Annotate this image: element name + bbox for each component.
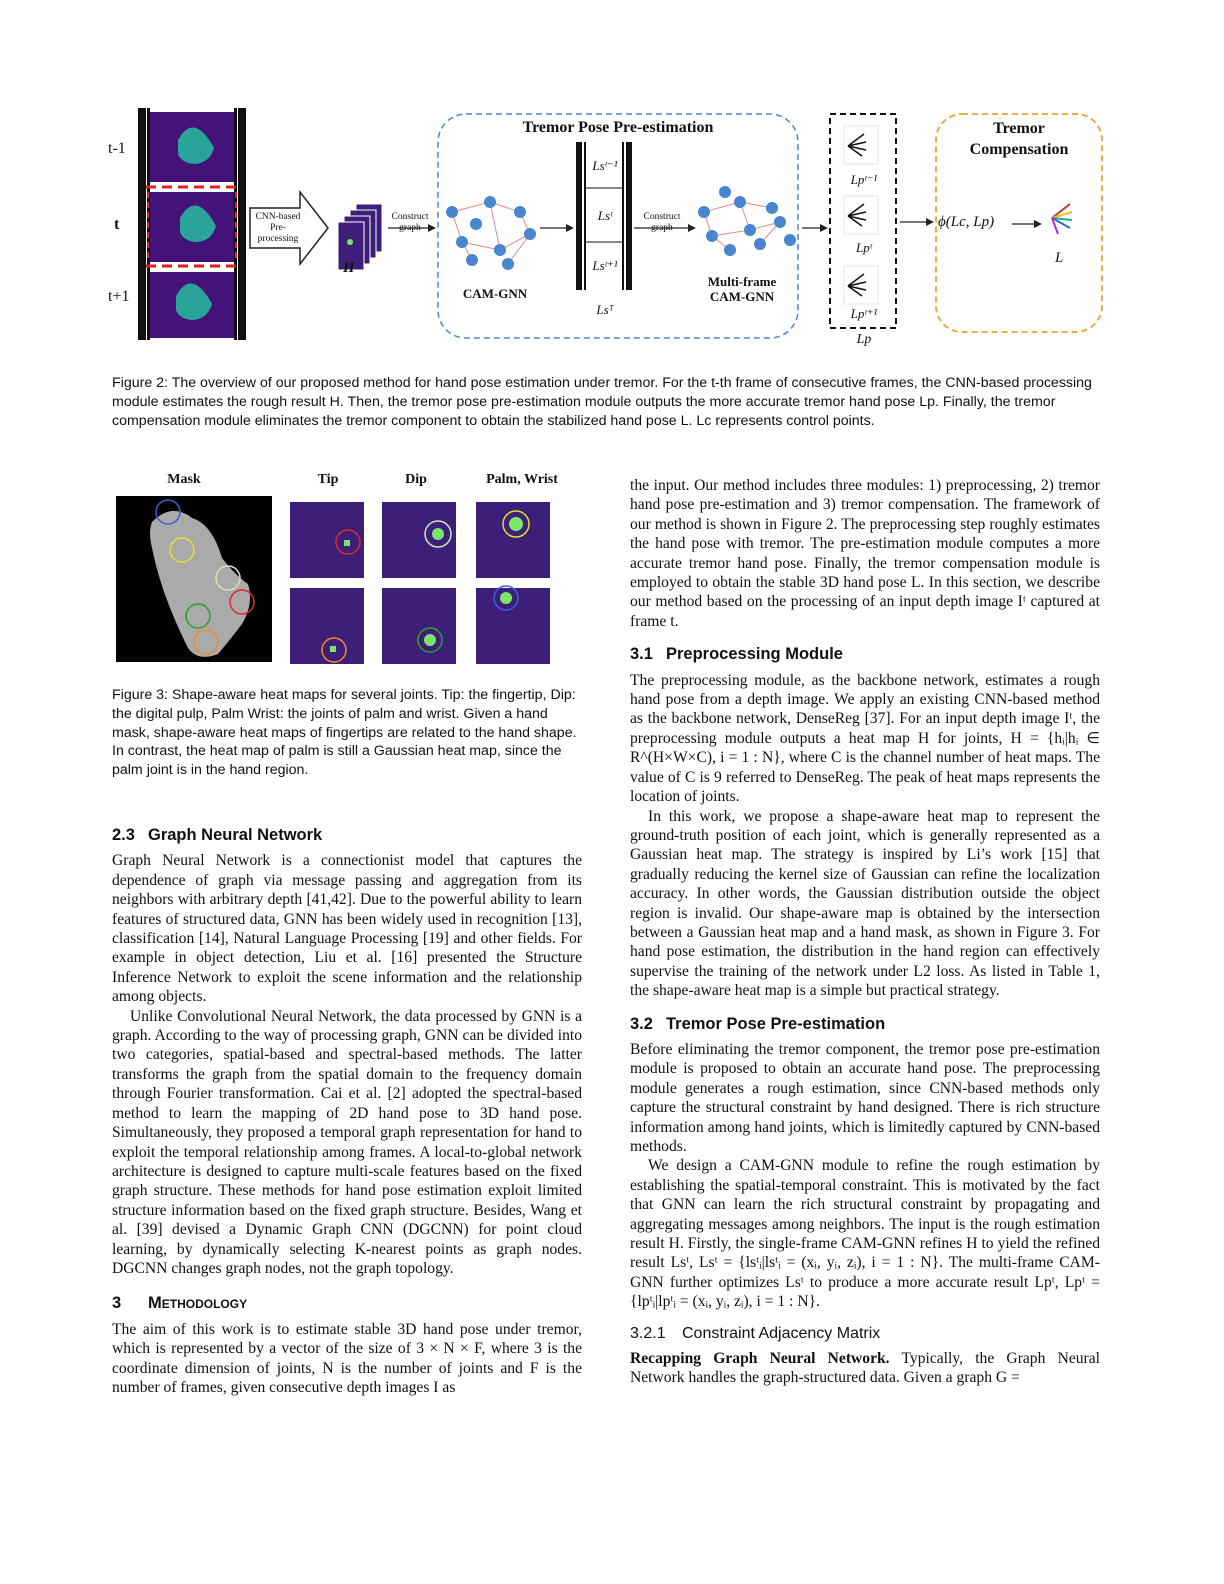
- frame-label-next: t+1: [108, 288, 130, 305]
- construct-graph-label-2: Construct graph: [643, 212, 681, 233]
- section-title: Preprocessing Module: [666, 645, 843, 664]
- lp-next-label: Lpᵗ⁺¹: [850, 306, 878, 321]
- lp-t-label: Lpᵗ: [856, 240, 872, 255]
- lp-box: [830, 114, 896, 328]
- section-3-heading: [112, 1294, 582, 1313]
- label-mask: Mask: [167, 472, 201, 487]
- label-palm-wrist: Palm, Wrist: [486, 472, 558, 487]
- section-number: 2.3: [112, 826, 135, 844]
- left-column: [112, 826, 582, 1397]
- lp-label: Lp: [856, 332, 872, 347]
- paragraph: The aim of this work is to estimate stable 3D hand pose under tremor, which is represented by a vector of the size of 3 × N × F, where 3 is the coordinate dimension of joints, N is the number of joints and F is the number of frames, given consecutive depth images I as: [112, 1320, 582, 1396]
- paragraph: Before eliminating the tremor component, the tremor pose pre-estimation module is proposed to obtain an accurate hand pose. The preprocessing module generates a rough estimation, since CNN-based methods only capture the structural constraint by hand designed. There is rich structure information among hand joints, which is limitedly captured by CNN-based methods.: [630, 1040, 1100, 1155]
- paragraph: The preprocessing module, as the backbone network, estimates a rough hand pose from a depth image. We apply an existing CNN-based method as the backbone network, DenseReg [37]. For an input depth image Iᵗ, the preprocessing module outputs a heat map H for joints, H = {hᵢ|hᵢ ∈ R^(H×W×C), i = 1 : N}, where C is the channel number of heat maps. The value of C is 9 referred to DenseReg. The peak of heat maps represents the location of joints.: [630, 671, 1100, 806]
- section-title: Constraint Adjacency Matrix: [682, 1324, 881, 1342]
- pre-estimation-title: Tremor Pose Pre-estimation: [522, 119, 714, 136]
- stable-pose-L-label: L: [1055, 250, 1064, 266]
- figure-2: [100, 100, 1120, 360]
- paragraph: Unlike Convolutional Neural Network, the data processed by GNN is a graph. According to the way of processing graph, GNN can be divided into two categories, spatial-based and spectral-based methods. The latter transforms the graph from the spatial domain to the frequency domain through Fourier transformation. Cai et al. [2] adopted the spectral-based method to learn the mapping of 2D hand pose to 3D hand pose. Simultaneously, they proposed a temporal graph representation for hand to exploit the temporal relationship among frames. A local-to-global network architecture is designed to capture multi-scale features based on the fixed graph structure. These methods for hand pose estimation exploit limited structure information based on the fixed graph structure. Besides, Wang et al. [39] devised a Dynamic Graph CNN (DGCNN) for point cloud learning, by dynamically selecting K-nearest points as graph nodes. DGCNN changes graph nodes, not the graph topology.: [112, 1007, 582, 1277]
- figure-3: [112, 472, 582, 668]
- paragraph: In this work, we propose a shape-aware heat map to represent the ground-truth position of each joint, which is generally represented as a Gaussian heat map. The strategy is inspired by Li’s work [15] that gradually reducing the kernel size of Gaussian can refine the localization accuracy. In other words, the Gaussian distribution outside the object region is invalid. Our shape-aware map is obtained by the intersection between a Gaussian heat map and a hand mask, as shown in Figure 3. For hand pose estimation, the distribution in the hand region can effectively supervise the training of the network under L2 loss. As listed in Table 1, the shape-aware heat map is a simple but practical strategy.: [630, 807, 1100, 1000]
- paragraph: Graph Neural Network is a connectionist model that captures the dependence of graph via message passing and aggregation from its neighbors with arbitrary depth [41,42]. Due to the powerful ability to learn features of structured data, GNN has been widely used in recognition [13], classification [14], Natural Language Processing [19] and other fields. For example in object detection, Liu et al. [16] presented the Structure Inference Network to exploit the scene information and the relationship among objects.: [112, 852, 582, 1006]
- section-title: Graph Neural Network: [148, 826, 323, 844]
- section-number: 3.2.1: [630, 1324, 666, 1342]
- construct-graph-label-1: Construct graph: [391, 212, 429, 233]
- right-column: [630, 476, 1100, 1388]
- compensation-title: Tremor Compensation: [969, 120, 1069, 158]
- stable-hand-plot: [1052, 204, 1072, 234]
- section-3-2-1-heading: [630, 1324, 1100, 1343]
- frame-label-prev: t-1: [108, 140, 126, 157]
- figure-2-caption: Figure 2: The overview of our proposed method for hand pose estimation under tremor. For the t-th frame of consecutive frames, the CNN-based processing module estimates the rough result H. Then, the tremor pose pre-estimation module outputs the more accurate tremor hand pose Lp. Finally, the tremor compensation module eliminates the tremor component to obtain the stabilized hand pose L. Lc represents control points.: [112, 375, 1092, 429]
- frame-label-current: t: [114, 216, 120, 233]
- multi-frame-cam-gnn-label: Multi-frame CAM-GNN: [707, 274, 777, 304]
- heatmap-H-label: H: [343, 260, 355, 276]
- label-tip: Tip: [317, 472, 339, 487]
- ls-prev-label: Lsᵗ⁻¹: [592, 158, 618, 173]
- film-strip: [138, 108, 246, 340]
- cnn-box-label: CNN-based Pre- processing: [255, 212, 301, 244]
- figure-3-heatmaps: [112, 492, 582, 668]
- paragraph: the input. Our method includes three modules: 1) preprocessing, 2) tremor hand pose pre-estimation and 3) tremor compensation. The framework of our method is shown in Figure 2. The preprocessing step roughly estimates the hand pose with tremor. The pre-estimation module computes a more accurate tremor hand pose. Finally, the tremor compensation module is employed to obtain the stable 3D hand pose L. In this section, we describe our method based on the processing of an input depth image Iᵗ captured at frame t.: [630, 477, 1100, 630]
- phi-function: ϕ(Lc, Lp): [938, 214, 995, 230]
- ls-t-label: Lsᵗ: [597, 208, 613, 223]
- section-number: 3: [112, 1294, 122, 1313]
- label-dip: Dip: [405, 472, 427, 487]
- section-title: Tremor Pose Pre-estimation: [666, 1014, 886, 1033]
- section-number: 3.1: [630, 645, 653, 664]
- cam-gnn-label: CAM-GNN: [462, 286, 528, 301]
- lp-prev-label: Lpᵗ⁻¹: [850, 172, 878, 187]
- run-in-heading: Recapping Graph Neural Network.: [630, 1350, 890, 1368]
- section-title: Methodology: [148, 1294, 248, 1313]
- paragraph: We design a CAM-GNN module to refine the rough estimation by establishing the spatial-temporal constraint. This is motivated by the fact that GNN can learn the rich structural constraint by propagating and aggregating messages among neighbors. The input is the rough estimation result H. Firstly, the single-frame CAM-GNN refines H to yield the refined result Lsᵗ, Lsᵗ = {lsᵗᵢ|lsᵗᵢ = (xᵢ, yᵢ, zᵢ), i = 1 : N}. The multi-frame CAM-GNN further optimizes Lsᵗ to produce a more accurate result Lpᵗ, Lpᵗ = {lpᵗᵢ|lpᵗᵢ = (xᵢ, yᵢ, zᵢ), i = 1 : N}.: [630, 1157, 1100, 1311]
- section-3-2-heading: [630, 1015, 1100, 1034]
- section-number: 3.2: [630, 1014, 653, 1033]
- section-3-1-heading: [630, 645, 1100, 664]
- ls-T-label: Lsᵀ: [596, 302, 614, 317]
- paragraph-text: Typically, the Graph Neural Network handles the graph-structured data. Given a graph G =: [630, 1350, 1100, 1387]
- paragraph: [630, 1349, 1100, 1388]
- ls-next-label: Lsᵗ⁺¹: [592, 258, 618, 273]
- lp-hand-plots: [844, 126, 878, 304]
- section-2-3-heading: [112, 826, 582, 845]
- figure-3-caption: Figure 3: Shape-aware heat maps for several joints. Tip: the fingertip, Dip: the digital pulp, Palm Wrist: the joints of palm and wrist. Given a hand mask, shape-aware heat maps of fingertips are related to the hand shape. In contrast, the heat map of palm is still a Gaussian heat map, since the palm joint is in the hand region.: [112, 687, 577, 779]
